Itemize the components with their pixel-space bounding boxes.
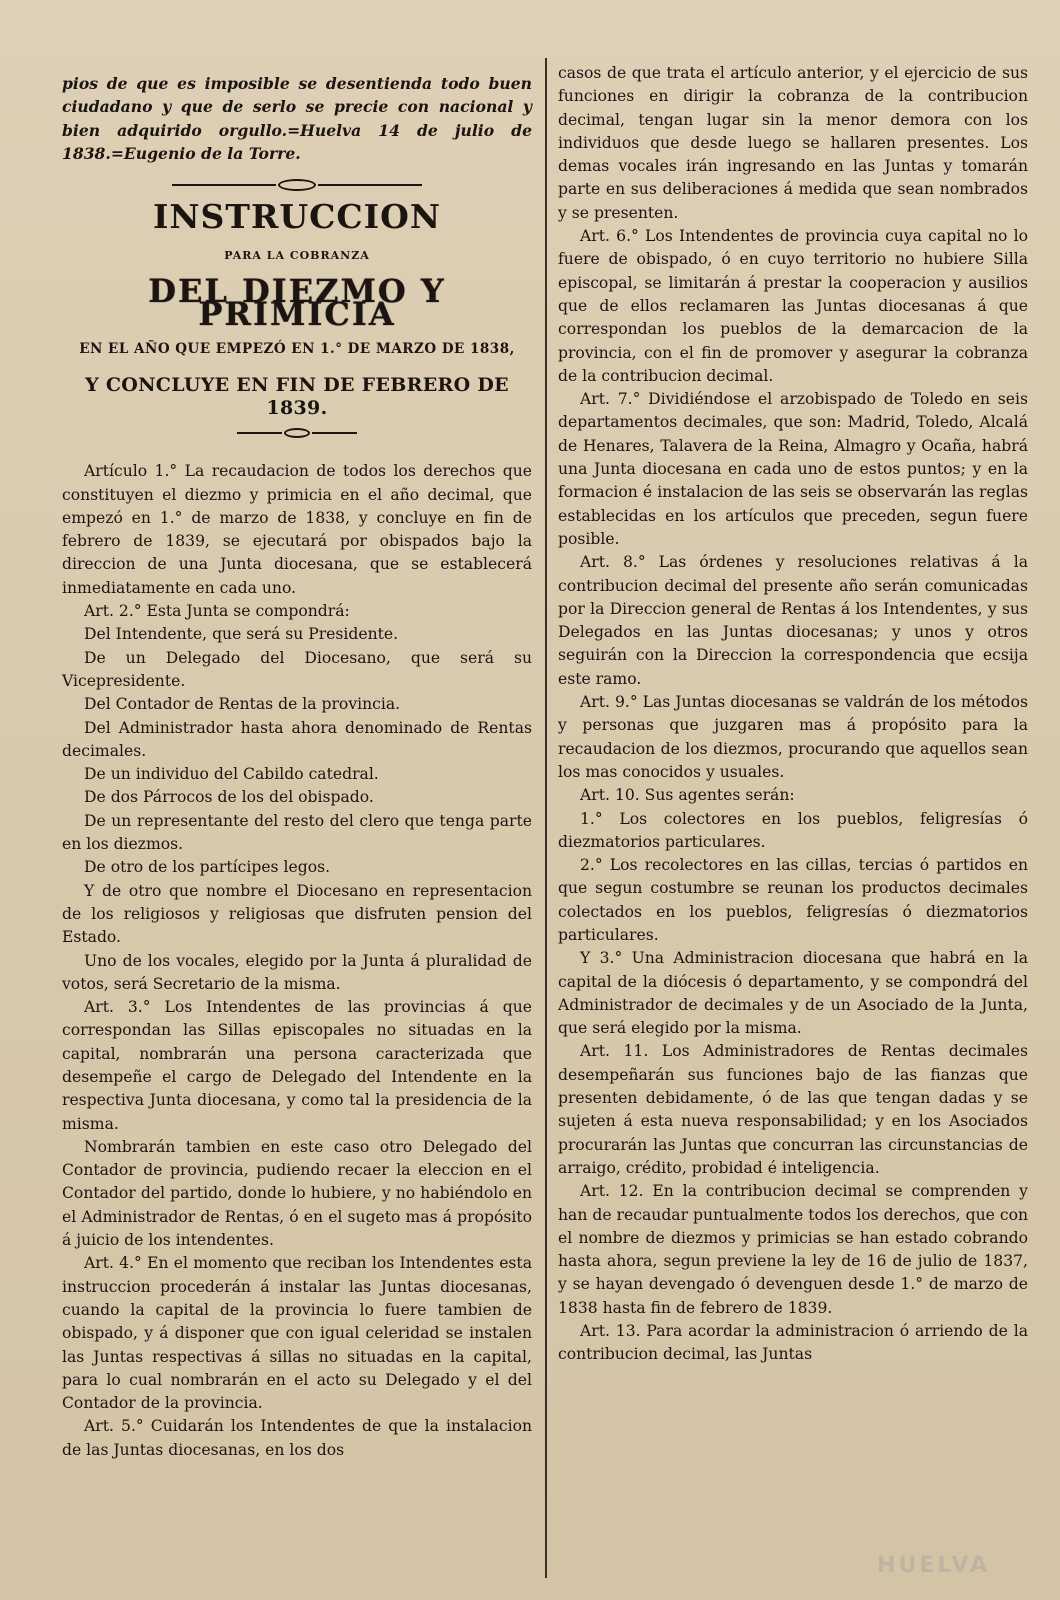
list-item: De otro de los partícipes legos. (84, 858, 331, 877)
list-item: Uno de los vocales, elegido por la Junta á pluralidad de votos, será Secretario de la misma. (62, 951, 532, 993)
instruction-title: INSTRUCCION (152, 197, 442, 237)
instruction-subtitle-small: PARA LA COBRANZA (224, 249, 370, 263)
article-10-heading: Art. 10. Sus agentes serán: (580, 786, 795, 805)
list-item: Del Intendente, que será su Presidente. (84, 625, 399, 644)
article-4: Art. 4.° En el momento que reciban los Intendentes esta instruccion procederán á instalar las Juntas diocesanas, cuando la capital de la provincia lo fuere tambien de obispado, y á disponer que con igual celeridad se instalen las Juntas respectivas á sillas no situadas en la capital, para lo cual nombrarán en el acto su Delegado y el del Contador de la provincia. (62, 1254, 532, 1413)
list-item: Del Contador de Rentas de la provincia. (84, 695, 401, 714)
watermark: HUELVA (877, 1553, 990, 1578)
small-ornament (237, 428, 357, 438)
article-11: Art. 11. Los Administradores de Rentas decimales desempeñarán sus funciones bajo de las fianzas que presenten debidamente, ó de las que tengan dadas y se sujeten á esta nueva responsabilidad; y en los Asociados procurarán las Juntas que concurran las circunstancias de arraigo, crédito, probidad é inteligencia. (558, 1042, 1028, 1177)
article-12: Art. 12. En la contribucion decimal se comprenden y han de recaudar puntualmente todos los derechos, que con el nombre de diezmos y primicias se han estado cobrando hasta ahora, segun previene la ley de 16 de julio de 1837, y se hayan devengado ó devenguen desde 1.° de marzo de 1838 hasta fin de febrero de 1839. (558, 1182, 1028, 1317)
list-item: De un representante del resto del clero que tenga parte en los diezmos. (62, 811, 532, 854)
list-item: De un individuo del Cabildo catedral. (84, 765, 379, 784)
instruction-subtitle-gothic: DEL DIEZMO Y PRIMICIA (148, 271, 446, 334)
left-column (62, 72, 532, 1462)
article-7: Art. 7.° Dividiéndose el arzobispado de Toledo en seis departamentos decimales, que son: Madrid, Toledo, Alcalá de Henares, Talavera de la Reina, Almagro y Ocaña, habrá una Junta diocesana en cada uno de estos puntos; y en la formacion é instalacion de las seis se observarán las reglas establecidas en los artículos que preceden, segun fuere posible. (558, 390, 1028, 548)
list-item: Del Administrador hasta ahora denominado de Rentas decimales. (62, 718, 532, 760)
article-9: Art. 9.° Las Juntas diocesanas se valdrán de los métodos y personas que juzgaren mas á propósito para la recaudacion de los diezmos, procurando que aquellos sean los mas conocidos y usuales. (558, 693, 1028, 781)
article-10-list (558, 808, 1028, 1041)
right-column (558, 62, 1028, 1367)
article-5-continued: casos de que trata el artículo anterior, y el ejercicio de sus funciones en dirigir la cobranza de la contribucion decimal, tengan lugar sin la menor demora con los individuos que desde luego se hallaren presentes. Los demas vocales irán ingresando en las Juntas y tomarán parte en sus deliberaciones á medida que sean nombrados y se presenten. (558, 64, 1028, 222)
article-5: Art. 5.° Cuidarán los Intendentes de que la instalacion de las Juntas diocesanas, en los dos (62, 1417, 532, 1459)
article-8: Art. 8.° Las órdenes y resoluciones relativas á la contribucion decimal del presente año serán comunicadas por la Direccion general de Rentas á los Intendentes, y sus Delegados en las Juntas diocesanas; y unos y otros seguirán con la Direccion la correspondencia que ecsija este ramo. (558, 553, 1028, 688)
article-13: Art. 13. Para acordar la administracion ó arriendo de la contribucion decimal, las Juntas (558, 1322, 1028, 1364)
list-item: De dos Párrocos de los del obispado. (84, 788, 374, 807)
list-item: De un Delegado del Diocesano, que será su Vicepresidente. (62, 648, 532, 690)
article-3-continued: Nombrarán tambien en este caso otro Delegado del Contador de provincia, pudiendo recaer la eleccion en el Contador del partido, donde lo hubiere, y no habiéndolo en el Administrador de Rentas, ó en el sugeto mas á propósito á juicio de los intendentes. (62, 1137, 532, 1250)
instruction-subtitle-end: Y CONCLUYE EN FIN DE FEBRERO DE 1839. (85, 373, 509, 419)
article-6: Art. 6.° Los Intendentes de provincia cuya capital no lo fuere de obispado, ó en cuyo territorio no hubiere Silla episcopal, se limitarán á prestar la cooperacion y ausilios que de ellos reclamaren las Juntas diocesanas á que correspondan los pueblos de la demarcacion de la provincia, con el fin de promover y asegurar la cobranza de la contribucion decimal. (558, 227, 1028, 385)
article-1: Artículo 1.° La recaudacion de todos los derechos que constituyen el diezmo y primicia en el año decimal, que empezó en 1.° de marzo de 1838, y concluye en fin de febrero de 1839, se ejecutará por obispados bajo la direccion de una Junta diocesana, que se establecerá inmediatamente en cada uno. (62, 462, 532, 597)
instruction-subtitle-year: EN EL AÑO QUE EMPEZÓ EN 1.° DE MARZO DE 1838, (79, 341, 515, 358)
column-divider (545, 58, 547, 1578)
list-item: 2.° Los recolectores en las cillas, tercias ó partidos en que segun costumbre se reunan los productos decimales colectados en los pueblos, feligresías ó diezmatorios particulares. (558, 856, 1028, 944)
ornament-divider (172, 179, 422, 191)
article-2-heading: Art. 2.° Esta Junta se compondrá: (84, 602, 350, 621)
list-item: 1.° Los colectores en los pueblos, feligresías ó diezmatorios particulares. (558, 809, 1028, 851)
article-3: Art. 3.° Los Intendentes de las provincias á que correspondan las Sillas episcopales no situadas en la capital, nombrarán una persona caracterizada que desempeñe el cargo de Delegado del Intendente en la respectiva Junta diocesana, y como tal la presidencia de la misma. (62, 998, 532, 1133)
list-item: Y 3.° Una Administracion diocesana que habrá en la capital de la diócesis ó departamento, y se compondrá del Administrador de decimales y de un Asociado de la Junta, que será elegido por la misma. (558, 949, 1028, 1038)
intro-paragraph: pios de que es imposible se desentienda todo buen ciudadano y que de serlo se precie con nacional y bien adquirido orgullo.=Huelva 14 de julio de 1838.=Eugenio de la Torre. (62, 74, 532, 163)
article-2-list (62, 623, 532, 996)
list-item: Y de otro que nombre el Diocesano en representacion de los religiosos y religiosas que disfruten pension del Estado. (62, 881, 532, 947)
